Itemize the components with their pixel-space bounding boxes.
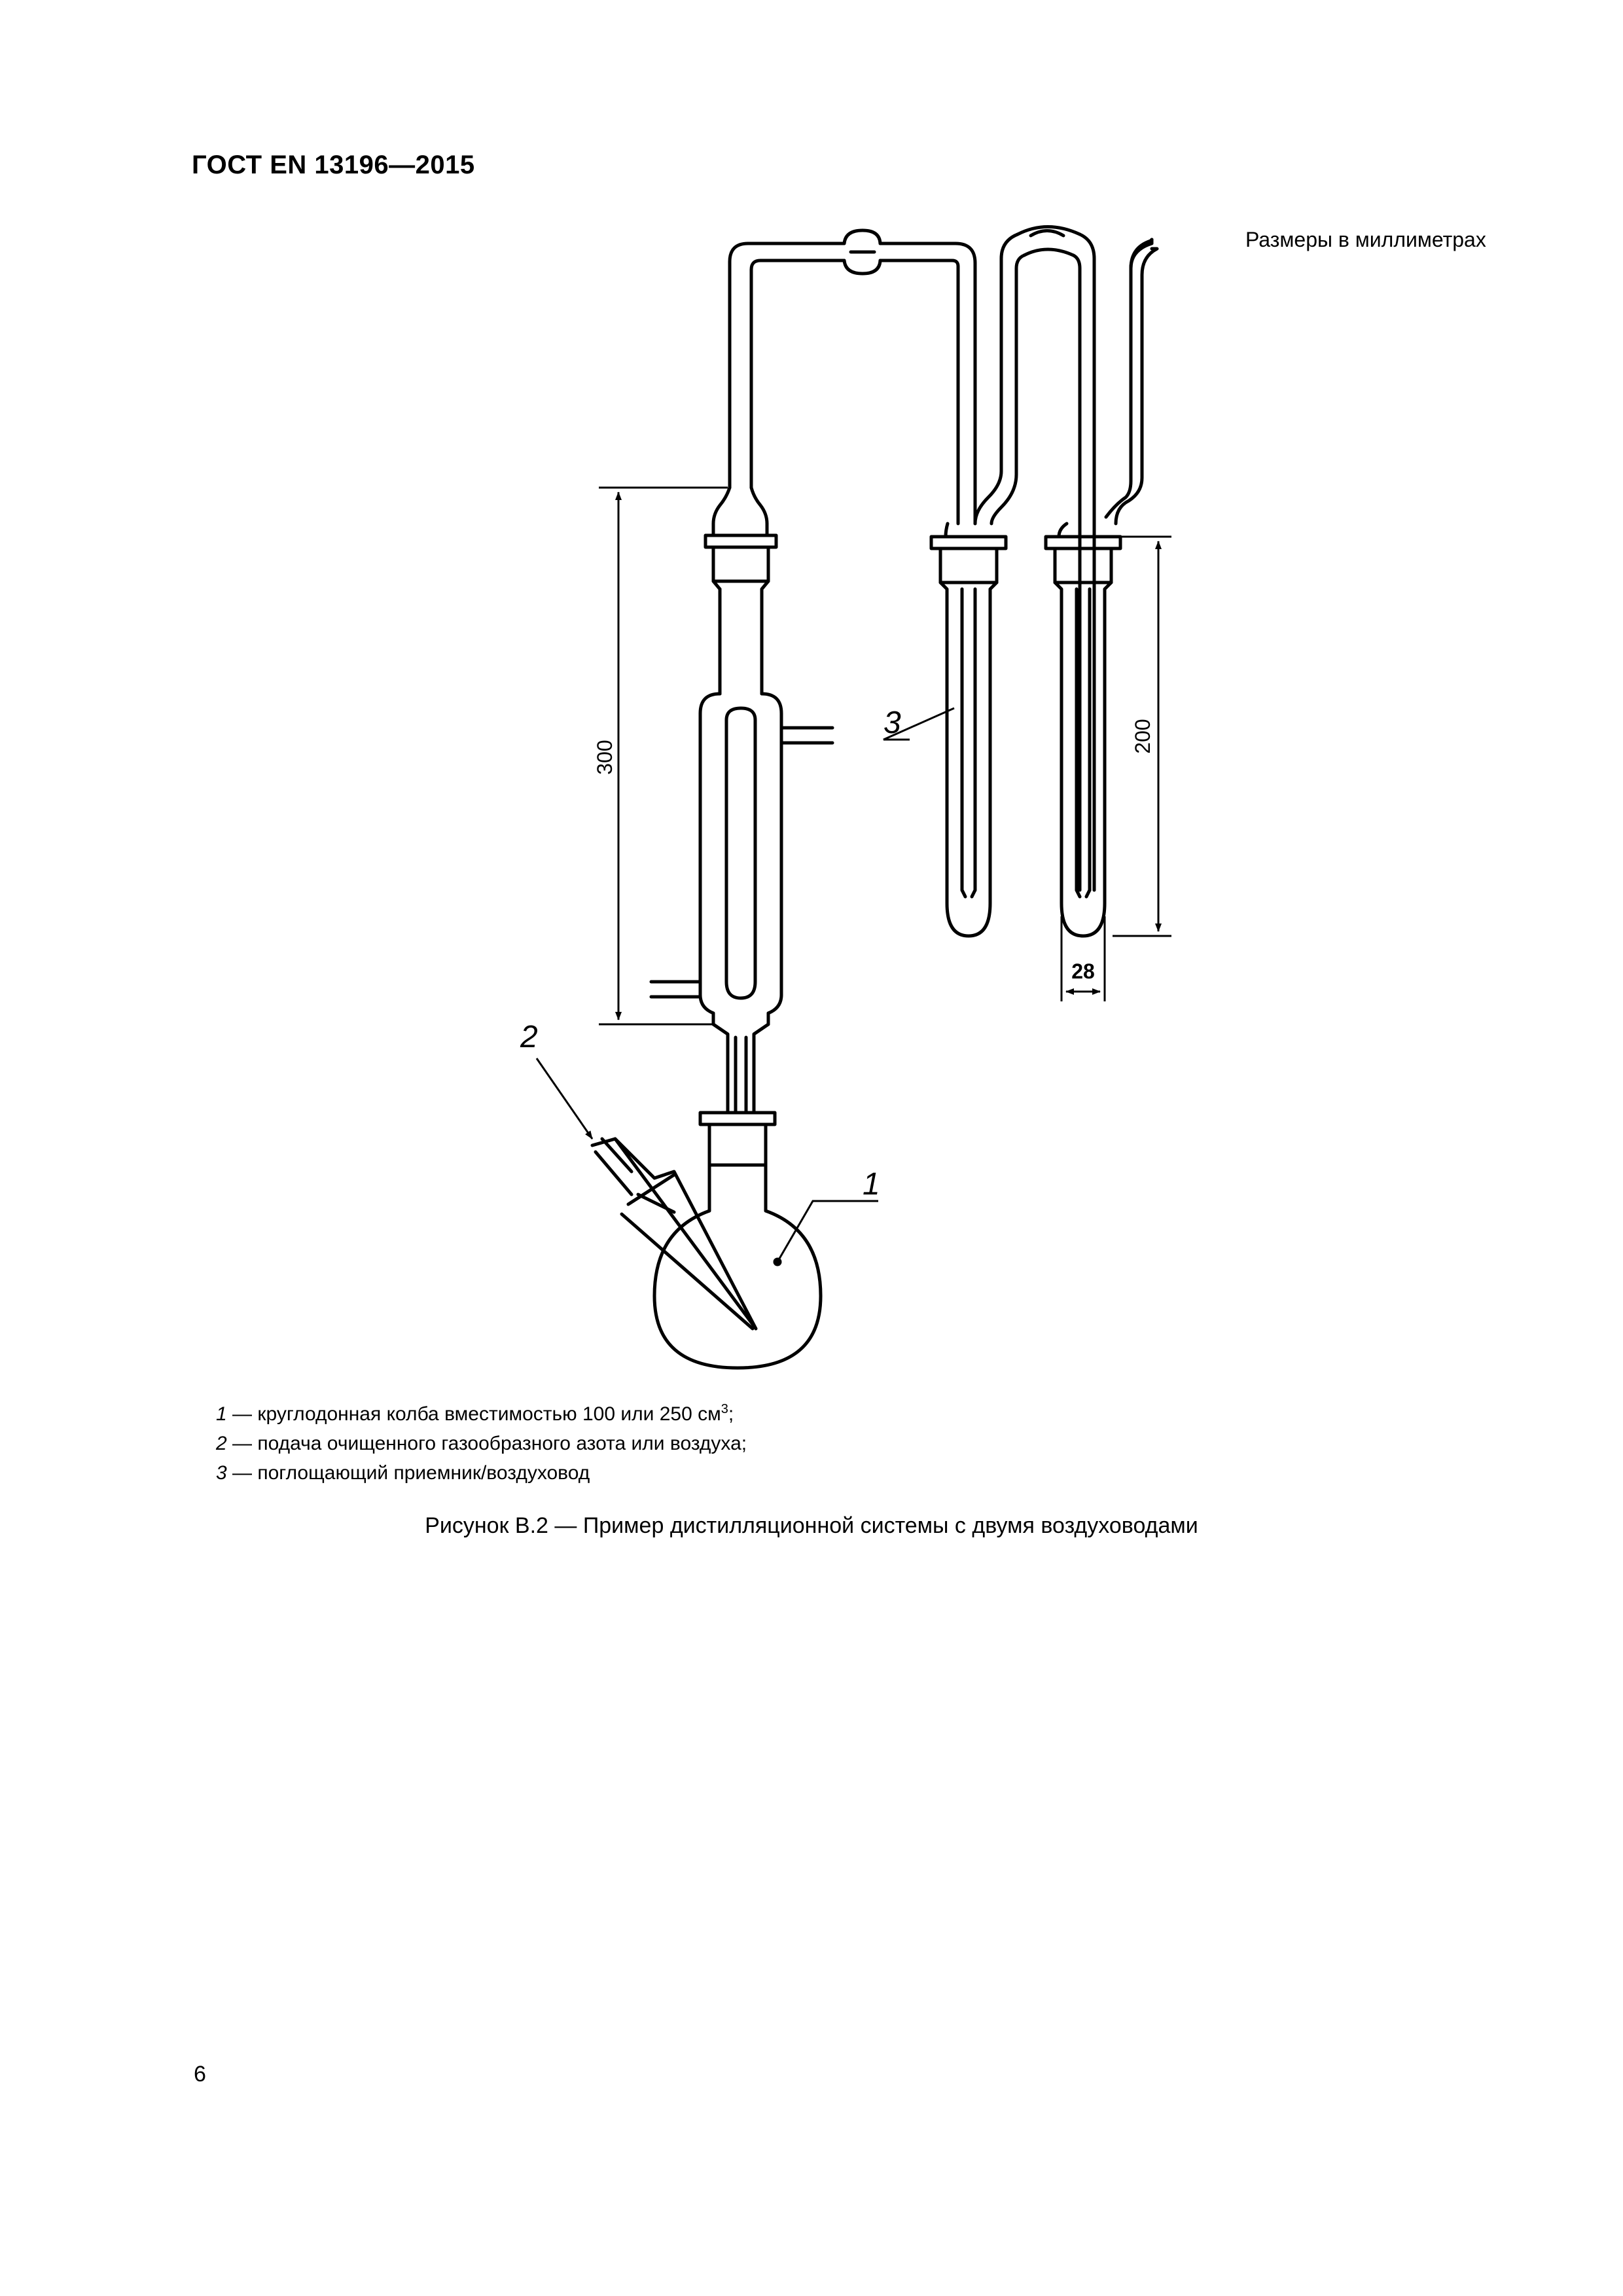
connecting-tube-top [730,230,975,524]
distillation-column [651,488,832,1113]
figure-caption: Рисунок В.2 — Пример дистилляционной системы с двумя воздуховодами [425,1513,1198,1538]
document-header: ГОСТ EN 13196—2015 [192,151,475,179]
dimension-300 [599,488,728,1024]
round-bottom-flask [654,1113,821,1368]
outlet-tube [1106,240,1157,524]
legend-item: 3 — поглощающий приемник/воздуховод [216,1462,590,1484]
absorbing-receiver-1 [931,524,1006,936]
callout-1: 1 [863,1167,880,1202]
dimensions-note: Размеры в миллиметрах [1245,228,1486,251]
dimension-28-label: 28 [1071,960,1095,983]
legend-item: 1 — круглодонная колба вместимостью 100 или 250 $см^3$; [216,1402,734,1425]
page-number: 6 [194,2062,206,2087]
figure-legend [216,1399,747,1488]
callout-leaders [537,708,954,1262]
callout-2: 2 [520,1020,538,1054]
dimension-200-label: 200 [1131,719,1154,754]
callout-3: 3 [883,706,901,740]
absorbing-receiver-2 [1046,524,1120,936]
dimension-300-label: 300 [593,740,616,775]
legend-item: 2 — подача очищенного газообразного азота или воздуха; [216,1433,747,1454]
